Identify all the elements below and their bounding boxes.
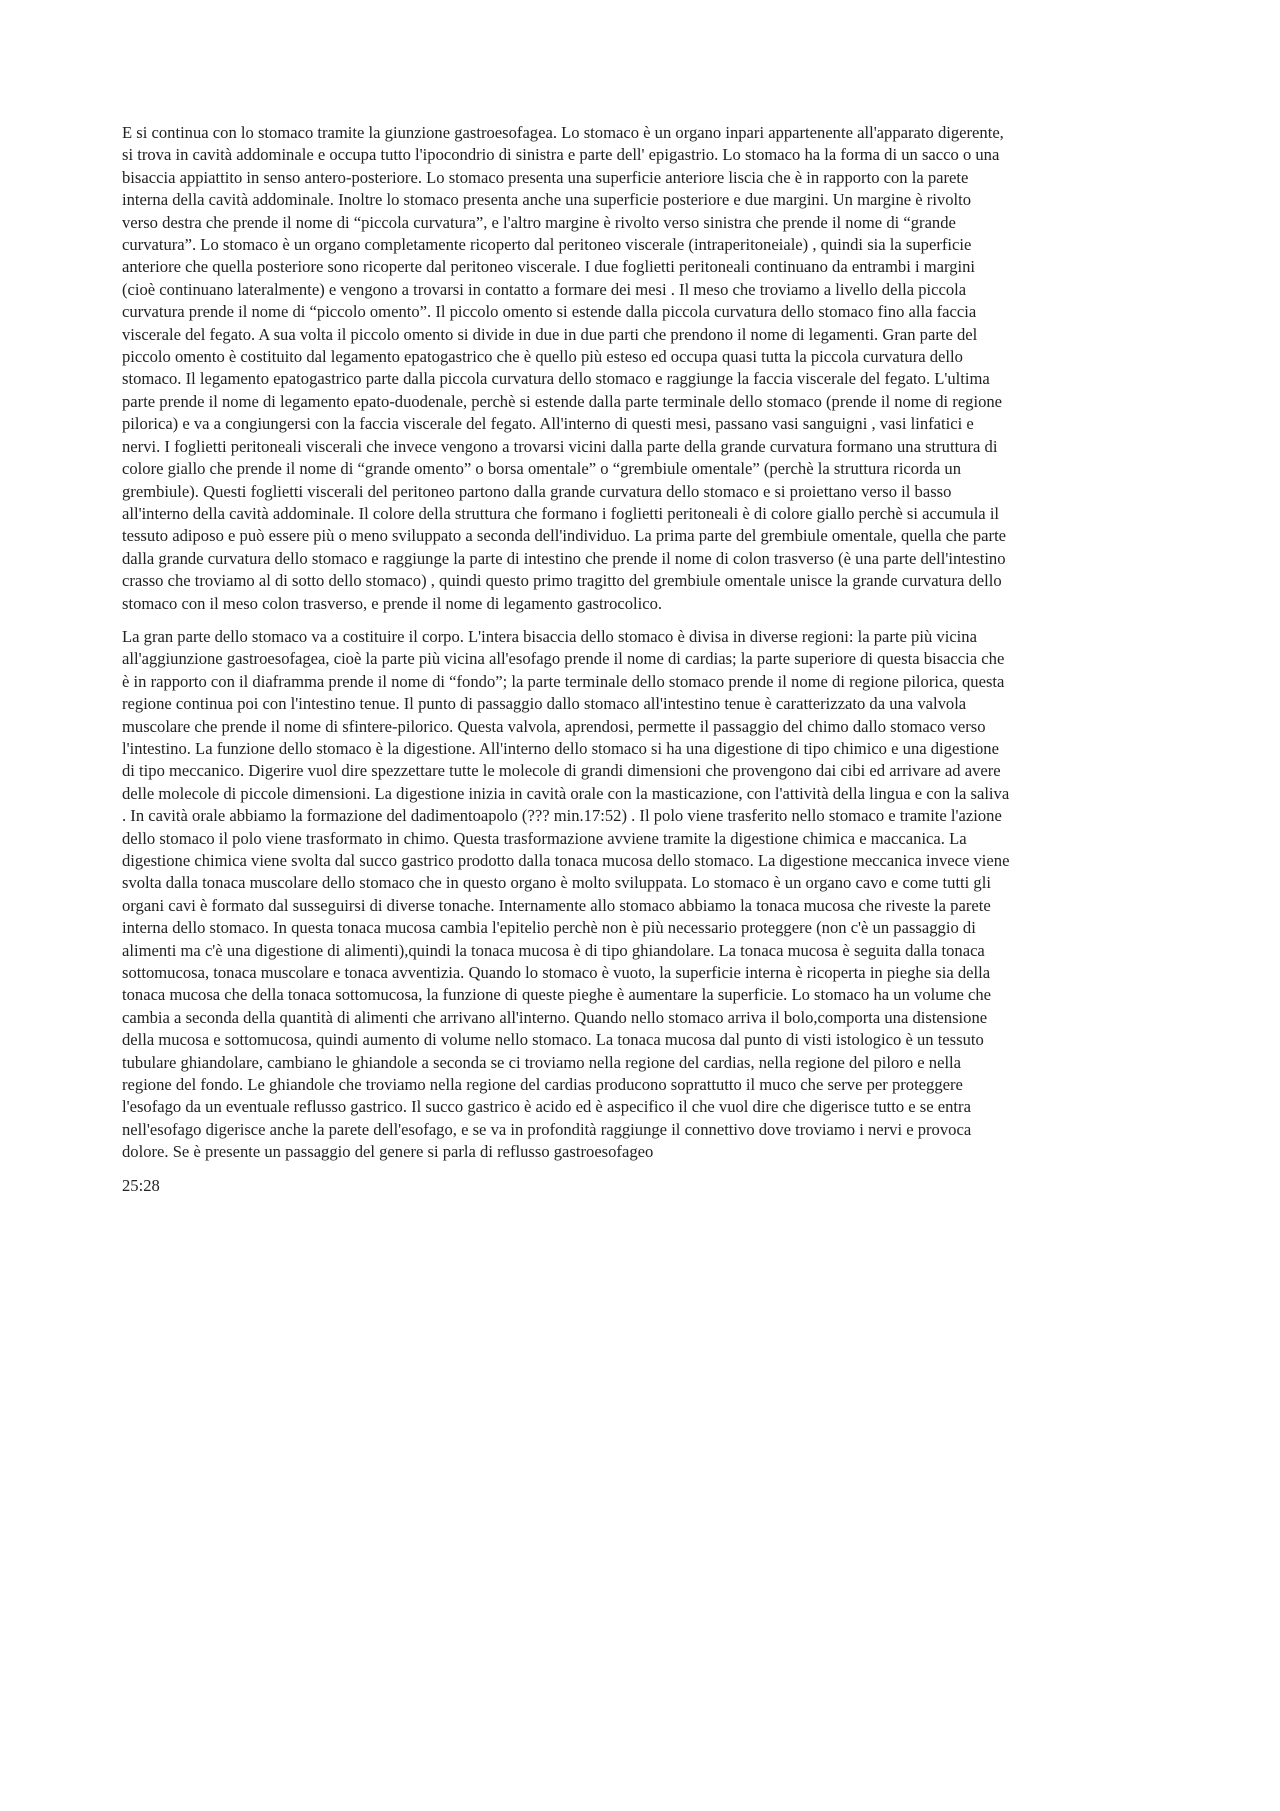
document-page [122, 122, 1160, 1208]
timestamp: 25:28 [122, 1175, 160, 1195]
paragraph-stomach-anatomy: E si continua con lo stomaco tramite la giunzione gastroesofagea. Lo stomaco è un organo inpari appartenente all'apparato digerente, si trova in cavità addominale e occupa tutto l'ipocondrio di sinistra e parte dell' epigastrio. Lo stomaco ha la forma di un sacco o una bisaccia appiattito in senso antero-posteriore. Lo stomaco presenta una superficie anteriore liscia che è in rapporto con la parete interna della cavità addominale. Inoltre lo stomaco presenta anche una superficie posteriore e due margini. Un margine è rivolto verso destra che prende il nome di “piccola curvatura”, e l'altro margine è rivolto verso sinistra che prende il nome di “grande curvatura”. Lo stomaco è un organo completamente ricoperto dal peritoneo viscerale (intraperitoneiale) , quindi sia la superficie anteriore che quella posteriore sono ricoperte dal peritoneo viscerale. I due foglietti peritoneali continuano da entrambi i margini (cioè continuano lateralmente) e vengono a trovarsi in contatto a formare dei mesi . Il meso che troviamo a livello della piccola curvatura prende il nome di “piccolo omento”. Il piccolo omento si estende dalla piccola curvatura dello stomaco fino alla faccia viscerale del fegato. A sua volta il piccolo omento si divide in due in due parti che prendono il nome di legamenti. Gran parte del piccolo omento è costituito dal legamento epatogastrico che è quello più esteso ed occupa quasi tutta la piccola curvatura dello stomaco. Il legamento epatogastrico parte dalla piccola curvatura dello stomaco e raggiunge la faccia viscerale del fegato. L'ultima parte prende il nome di legamento epato-duodenale, perchè si estende dalla parte terminale dello stomaco (prende il nome di regione pilorica) e va a congiungersi con la faccia viscerale del fegato. All'interno di questi mesi, passano vasi sanguigni , vasi linfatici e nervi. I foglietti peritoneali viscerali che invece vengono a trovarsi vicini dalla parte della grande curvatura formano una struttura di colore giallo che prende il nome di “grande omento” o borsa omentale” o “grembiule omentale” (perchè la struttura ricorda un grembiule). Questi foglietti viscerali del peritoneo partono dalla grande curvatura dello stomaco e si proiettano verso il basso all'interno della cavità addominale. Il colore della struttura che formano i foglietti peritoneali è di colore giallo perchè si accumula il tessuto adiposo e può essere più o meno sviluppato a seconda dell'individuo. La prima parte del grembiule omentale, quella che parte dalla grande curvatura dello stomaco e raggiunge la parte di intestino che prende il nome di colon trasverso (è una parte dell'intestino crasso che troviamo al di sotto dello stomaco) , quindi questo primo tragitto del grembiule omentale unisce la grande curvatura dello stomaco con il meso colon trasverso, e prende il nome di legamento gastrocolico. [122, 123, 1007, 613]
paragraph-stomach-regions-digestion: La gran parte dello stomaco va a costituire il corpo. L'intera bisaccia dello stomaco è divisa in diverse regioni: la parte più vicina all'aggiunzione gastroesofagea, cioè la parte più vicina all'esofago prende il nome di cardias; la parte superiore di questa bisaccia che è in rapporto con il diaframma prende il nome di “fondo”; la parte terminale dello stomaco prende il nome di regione pilorica, questa regione continua poi con l'intestino tenue. Il punto di passaggio dallo stomaco all'intestino tenue è caratterizzato da una valvola muscolare che prende il nome di sfintere-pilorico. Questa valvola, aprendosi, permette il passaggio del chimo dallo stomaco verso l'intestino. La funzione dello stomaco è la digestione. All'interno dello stomaco si ha una digestione di tipo chimico e una digestione di tipo meccanico. Digerire vuol dire spezzettare tutte le molecole di grandi dimensioni che provengono dai cibi ed arrivare ad avere delle molecole di piccole dimensioni. La digestione inizia in cavità orale con la masticazione, con l'attività della lingua e con la saliva . In cavità orale abbiamo la formazione del dadimentoapolo (??? min.17:52) . Il polo viene trasferito nello stomaco e tramite l'azione dello stomaco il polo viene trasformato in chimo. Questa trasformazione avviene tramite la digestione chimica e maccanica. La digestione chimica viene svolta dal succo gastrico prodotto dalla tonaca mucosa dello stomaco. La digestione meccanica invece viene svolta dalla tonaca muscolare dello stomaco che in questo organo è molto sviluppata. Lo stomaco è un organo cavo e come tutti gli organi cavi è formato dal susseguirsi di diverse tonache. Internamente allo stomaco abbiamo la tonaca mucosa che riveste la parete interna dello stomaco. In questa tonaca mucosa cambia l'epitelio perchè non è più necessario proteggere (non c'è un passaggio di alimenti ma c'è una digestione di alimenti),quindi la tonaca mucosa è di tipo ghiandolare. La tonaca mucosa è seguita dalla tonaca sottomucosa, tonaca muscolare e tonaca avventizia. Quando lo stomaco è vuoto, la superficie interna è ricoperta in pieghe sia della tonaca mucosa che della tonaca sottomucosa, la funzione di queste pieghe è aumentare la superficie. Lo stomaco ha un volume che cambia a seconda della quantità di alimenti che arrivano all'interno. Quando nello stomaco arriva il bolo,comporta una distensione della mucosa e sottomucosa, quindi aumento di volume nello stomaco. La tonaca mucosa dal punto di visti istologico è un tessuto tubulare ghiandolare, cambiano le ghiandole a seconda se ci troviamo nella regione del cardias, nella regione del piloro e nella regione del fondo. Le ghiandole che troviamo nella regione del cardias producono soprattutto il muco che serve per proteggere l'esofago da un eventuale reflusso gastrico. Il succo gastrico è acido ed è aspecifico il che vuol dire che digerisce tutto e se entra nell'esofago digerisce anche la parete dell'esofago, e se va in profondità raggiunge il connettivo dove troviamo i nervi e provoca dolore. Se è presente un passaggio del genere si parla di reflusso gastroesofageo [122, 626, 1010, 1162]
